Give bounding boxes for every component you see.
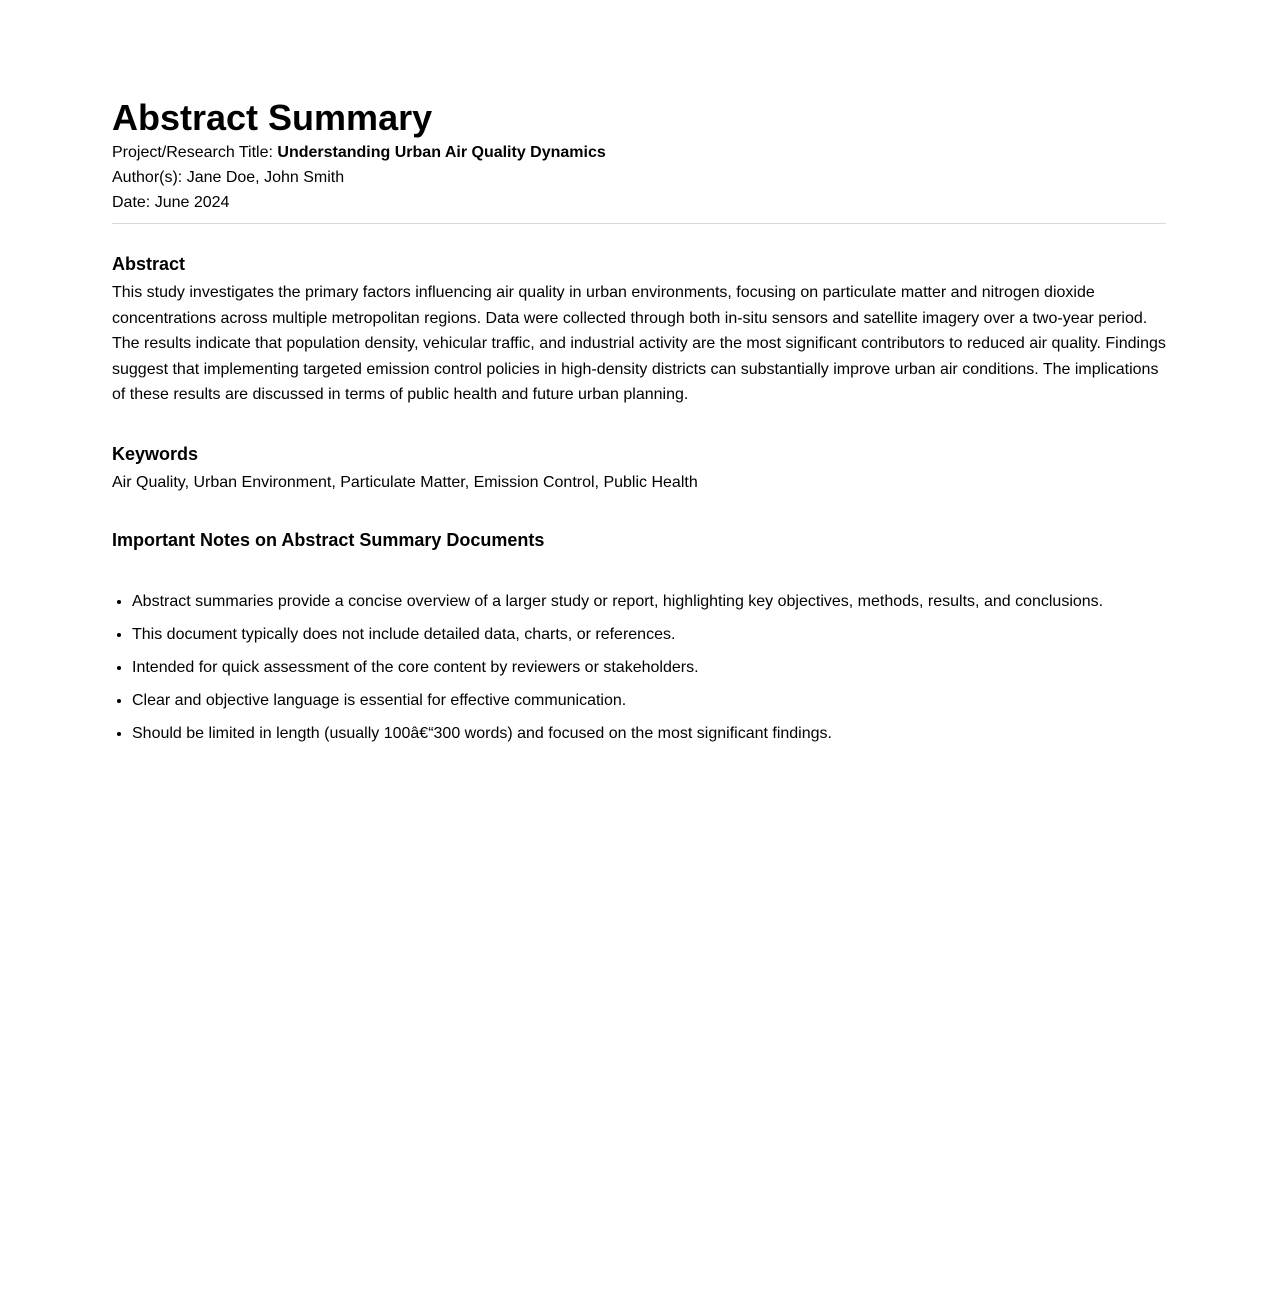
list-item: • Abstract summaries provide a concise overview of a larger study or report, highlighting key objectives, methods, results, and conclusions. <box>132 589 1166 614</box>
list-item: • This document typically does not include detailed data, charts, or references. <box>132 622 1166 647</box>
project-title: Understanding Urban Air Quality Dynamics <box>277 144 606 161</box>
authors-line: Author(s): Jane Doe, John Smith <box>112 169 345 186</box>
notes-list <box>112 589 1166 746</box>
keywords-text: Air Quality, Urban Environment, Particulate Matter, Emission Control, Public Health <box>112 473 698 491</box>
keywords-heading: Keywords <box>112 443 199 464</box>
date-line: Date: June 2024 <box>112 194 230 211</box>
notes-heading: Important Notes on Abstract Summary Documents <box>112 529 545 550</box>
abstract-heading: Abstract <box>112 254 186 274</box>
list-item: • Intended for quick assessment of the core content by reviewers or stakeholders. <box>132 655 1166 680</box>
project-title-label: Project/Research Title: <box>112 144 278 161</box>
header-divider <box>112 223 1166 224</box>
project-title-line <box>112 140 1166 165</box>
abstract-text: This study investigates the primary factors influencing air quality in urban environments, focusing on particulate matter and nitrogen dioxide concentrations across multiple metropolitan regions. Data were collected through both in-situ sensors and satellite imagery over a two-year period. The results indicate that population density, vehicular traffic, and industrial activity are the most significant contributors to reduced air quality. Findings suggest that implementing targeted emission control policies in high-density districts can substantially improve urban air conditions. The implications of these results are discussed in terms of public health and future urban planning. <box>112 284 1166 403</box>
page-title: Abstract Summary <box>112 97 433 138</box>
list-item: • Clear and objective language is essential for effective communication. <box>132 688 1166 713</box>
list-item: • Should be limited in length (usually 100â€“300 words) and focused on the most significant findings. <box>132 721 1166 746</box>
